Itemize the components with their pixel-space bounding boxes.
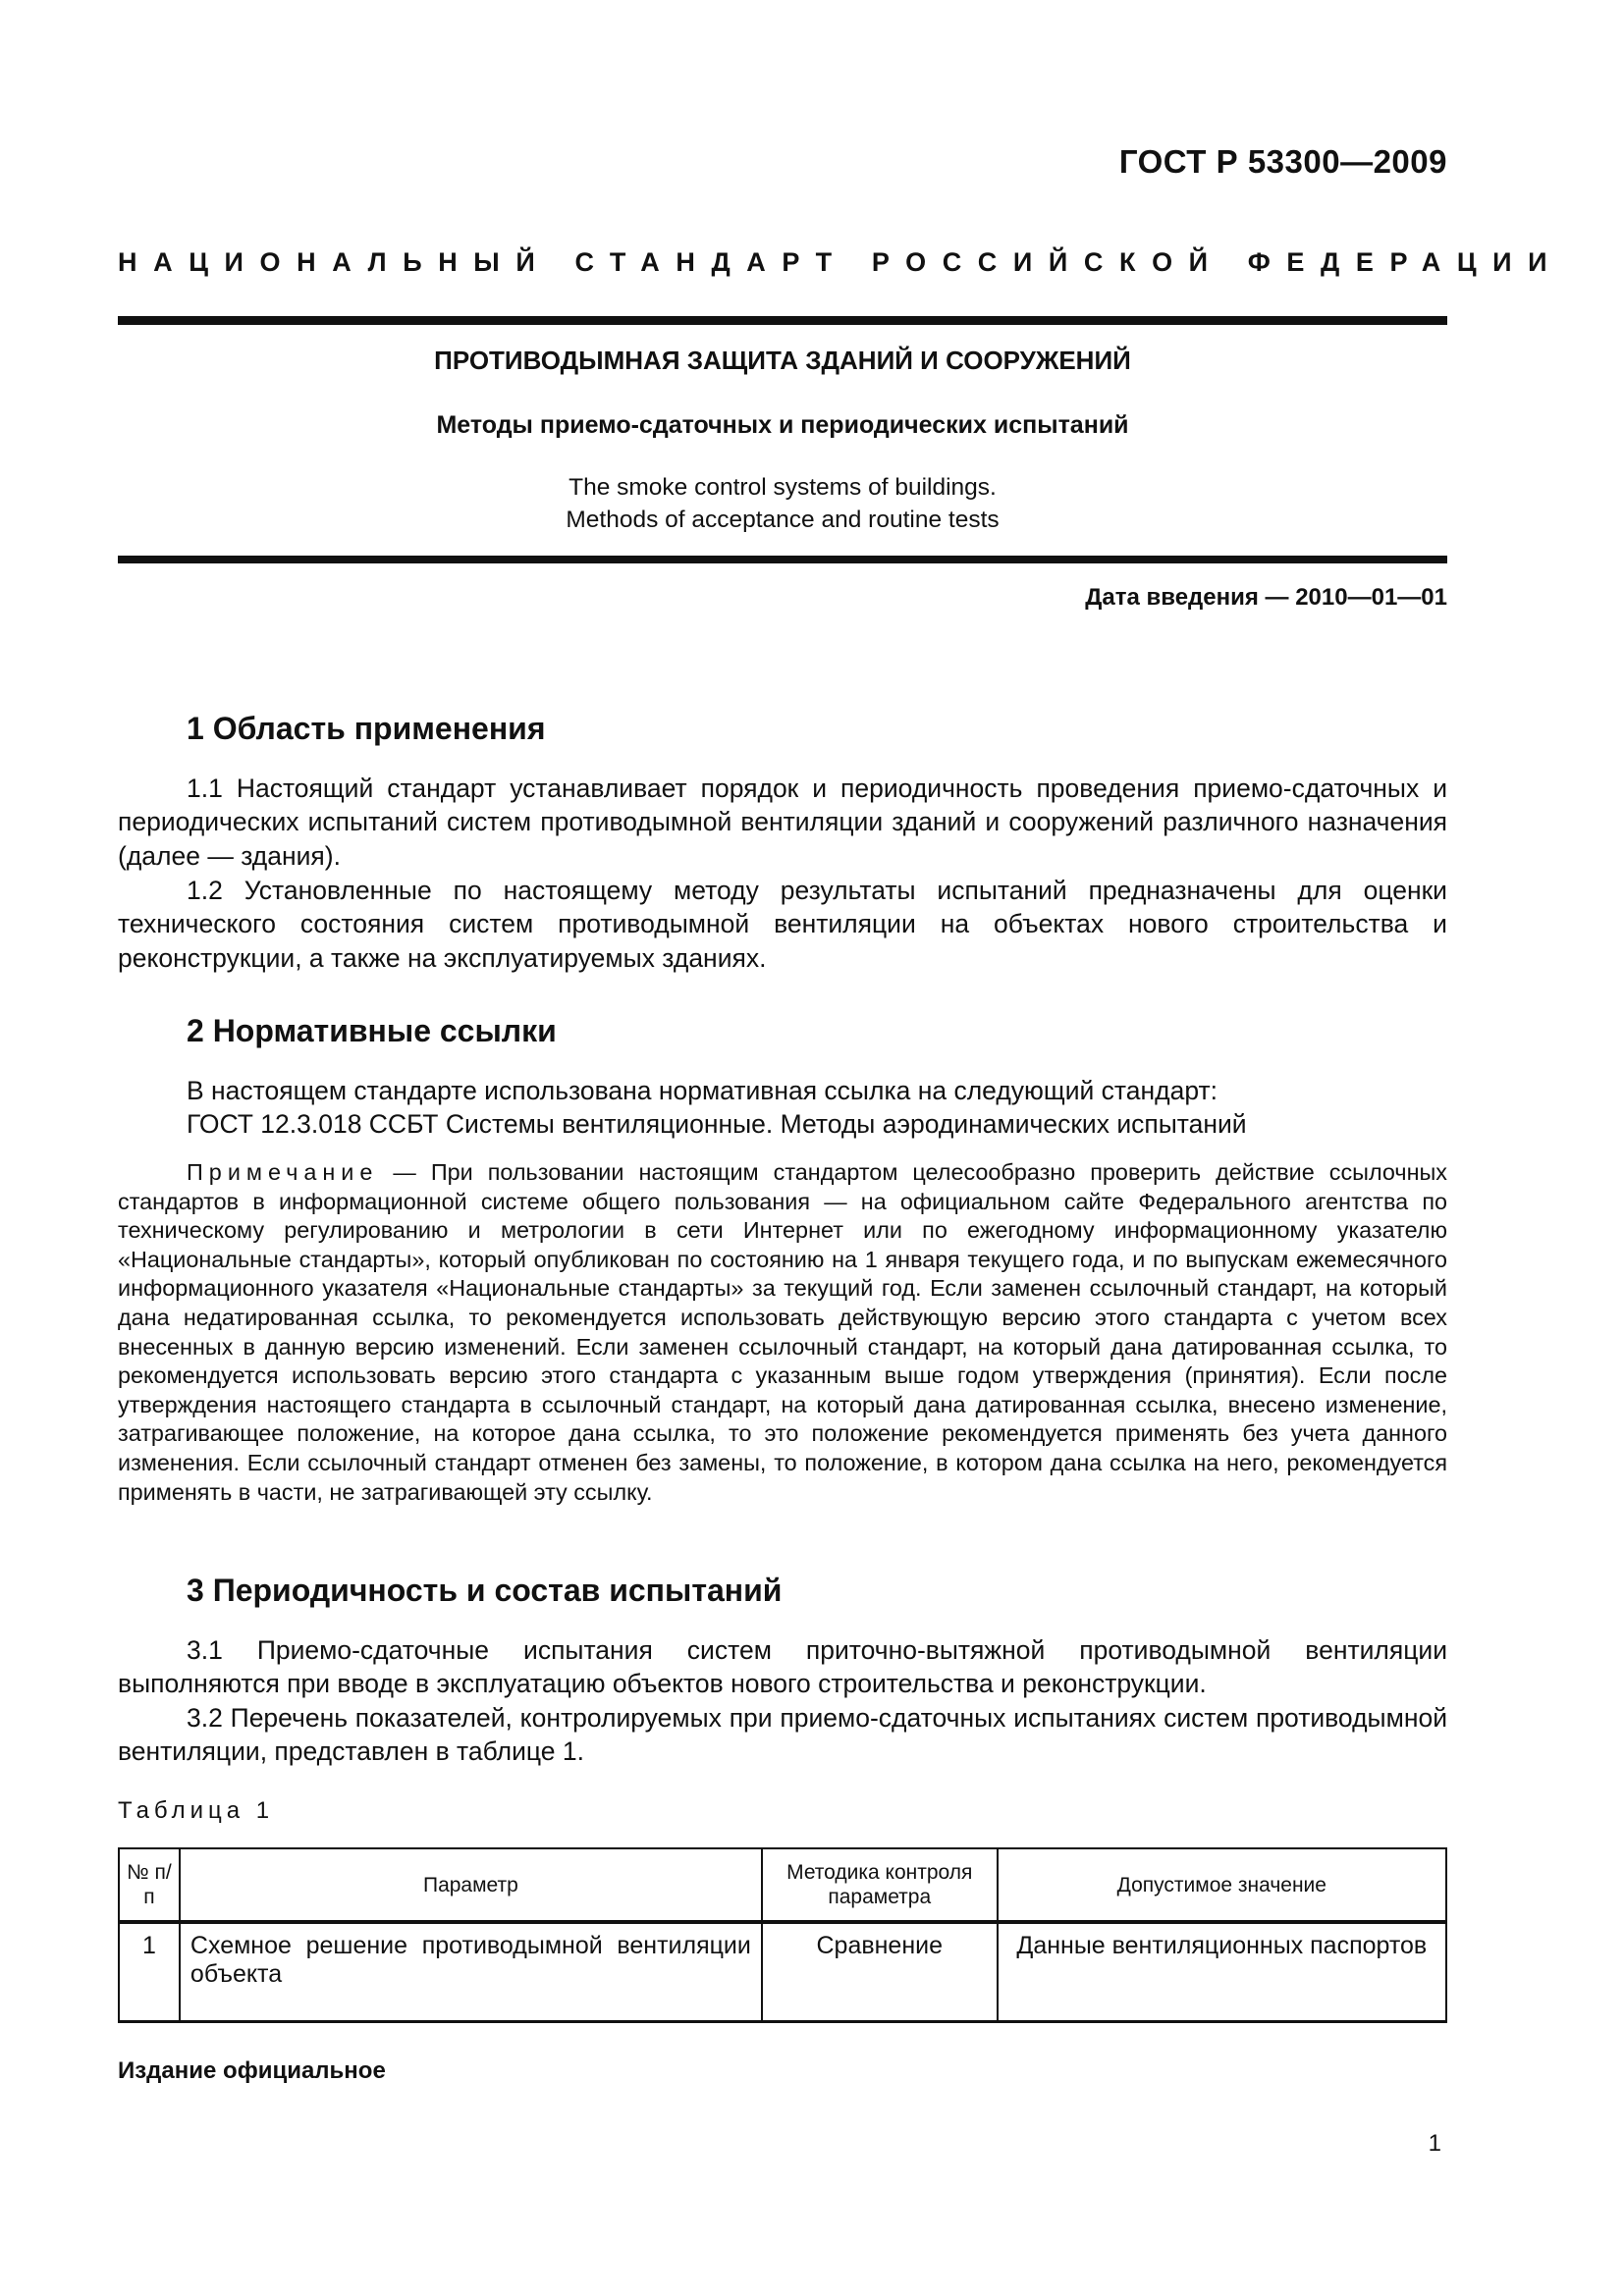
section1-paragraph1: 1.1 Настоящий стандарт устанавливает порядок и периодичность проведения приемо-сдаточных и периодических испытаний систем противодымной вентиляции зданий и сооружений различного назначения (далее — здания). (118, 774, 1447, 871)
section3-paragraph1: 3.1 Приемо-сдаточные испытания систем приточно-вытяжной противодымной вентиляции выполняются при вводе в эксплуатацию объектов нового строительства и реконструкции. (118, 1635, 1447, 1699)
top-rule (118, 316, 1447, 325)
table-header-row (119, 1848, 1446, 1922)
table-caption: Таблица 1 (118, 1797, 275, 1824)
section1-paragraph2: 1.2 Установленные по настоящему методу результаты испытаний предназначены для оценки технического состояния систем противодымной вентиляции на объектах нового строительства и реконструкции, а также на эксплуатируемых зданиях. (118, 876, 1447, 973)
english-title-line1: The smoke control systems of buildings. (568, 474, 997, 501)
section2-heading: 2 Нормативные ссылки (187, 1013, 557, 1048)
page-number: 1 (1428, 2130, 1441, 2157)
english-title-line2: Methods of acceptance and routine tests (566, 507, 1000, 533)
standard-number: ГОСТ Р 53300—2009 (1118, 143, 1447, 180)
document-subtitle: Методы приемо-сдаточных и периодических испытаний (436, 411, 1129, 439)
header-cell-allowed-value: Допустимое значение (998, 1848, 1446, 1922)
official-edition-label: Издание официальное (118, 2057, 386, 2084)
introduction-date: Дата введения — 2010—01—01 (1085, 584, 1447, 611)
english-title (118, 471, 1447, 536)
header-cell-method: Методика контроля параметра (762, 1848, 998, 1922)
table-row (119, 1922, 1446, 2021)
middle-rule (118, 556, 1447, 563)
cell-allowed-value: Данные вентиляционных паспортов (998, 1922, 1446, 2021)
section3-heading: 3 Периодичность и состав испытаний (187, 1573, 783, 1608)
header-cell-parameter: Параметр (180, 1848, 762, 1922)
cell-number: 1 (119, 1922, 180, 2021)
national-standard-banner: НАЦИОНАЛЬНЫЙ СТАНДАРТ РОССИЙСКОЙ ФЕДЕРАЦИИ (118, 247, 1564, 277)
section2-paragraph1: В настоящем стандарте использована нормативная ссылка на следующий стандарт: (187, 1076, 1218, 1105)
note-text: — При пользовании настоящим стандартом целесообразно проверить действие ссылочных стандартов в информационной системе общего пользования — на официальном сайте Федерального агентства по техническому регулированию и метрологии в сети Интернет или по ежегодному информационному указателю «Национальные стандарты», который опубликован по состоянию на 1 января текущего года, и по выпускам ежемесячного информационного указателя «Национальные стандарты» за текущий год. Если заменен ссылочный стандарт, на который дана недатированная ссылка, то рекомендуется использовать действующую версию этого стандарта с учетом всех внесенных в данную версию изменений. Если заменен ссылочный стандарт, на который дана датированная ссылка, то рекомендуется использовать версию этого стандарта с указанным выше годом утверждения (принятия). Если после утверждения настоящего стандарта в ссылочный стандарт, на который дана датированная ссылка, внесено изменение, затрагивающее положение, на которое дана ссылка, то это положение рекомендуется применять без учета данного изменения. Если ссылочный стандарт отменен без замены, то положение, в котором дана ссылка на него, рекомендуется применять в части, не затрагивающей эту ссылку. (118, 1159, 1447, 1505)
section2-paragraph2: ГОСТ 12.3.018 ССБТ Системы вентиляционные. Методы аэродинамических испытаний (187, 1109, 1247, 1139)
cell-parameter: Схемное решение противодымной вентиляции объекта (180, 1922, 762, 2021)
header-cell-number: № п/п (119, 1848, 180, 1922)
cell-method: Сравнение (762, 1922, 998, 2021)
section1-heading: 1 Область применения (187, 711, 546, 746)
note-label: Примечание (187, 1159, 379, 1185)
table-1 (118, 1847, 1447, 2022)
bottom-rule (118, 2020, 1447, 2023)
section3-paragraph2: 3.2 Перечень показателей, контролируемых при приемо-сдаточных испытаниях систем противодымной вентиляции, представлен в таблице 1. (118, 1703, 1447, 1767)
document-title: ПРОТИВОДЫМНАЯ ЗАЩИТА ЗДАНИЙ И СООРУЖЕНИЙ (434, 346, 1131, 375)
note (118, 1158, 1447, 1507)
